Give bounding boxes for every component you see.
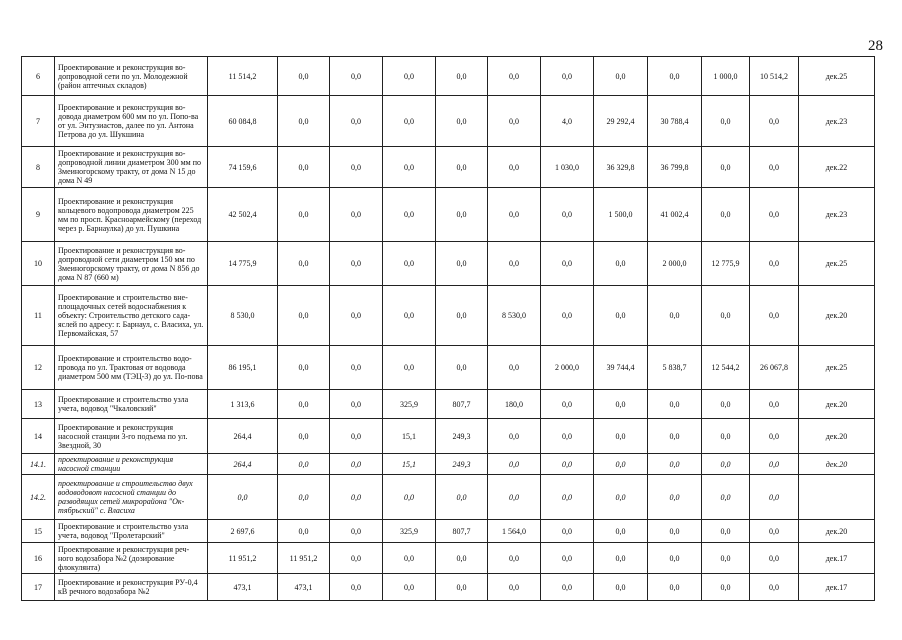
amount-cell: 8 530,0 bbox=[208, 286, 278, 346]
amount-cell: 0,0 bbox=[594, 475, 648, 520]
row-number-cell: 8 bbox=[22, 147, 55, 188]
table-row bbox=[22, 543, 875, 574]
amount-cell: 0,0 bbox=[750, 390, 799, 419]
deadline-cell: дек.25 bbox=[799, 57, 875, 96]
amount-cell: 42 502,4 bbox=[208, 188, 278, 242]
amount-cell: 249,3 bbox=[436, 419, 488, 454]
amount-cell: 0,0 bbox=[702, 543, 750, 574]
amount-cell: 0,0 bbox=[436, 242, 488, 286]
amount-cell: 473,1 bbox=[278, 574, 330, 601]
amount-cell: 0,0 bbox=[541, 242, 594, 286]
amount-cell: 0,0 bbox=[330, 346, 383, 390]
amount-cell: 0,0 bbox=[330, 286, 383, 346]
amount-cell: 0,0 bbox=[383, 475, 436, 520]
amount-cell: 0,0 bbox=[702, 475, 750, 520]
amount-cell: 0,0 bbox=[488, 454, 541, 475]
amount-cell: 0,0 bbox=[278, 390, 330, 419]
amount-cell: 0,0 bbox=[278, 242, 330, 286]
amount-cell: 10 514,2 bbox=[750, 57, 799, 96]
table-row bbox=[22, 574, 875, 601]
amount-cell: 264,4 bbox=[208, 454, 278, 475]
deadline-cell: дек.17 bbox=[799, 574, 875, 601]
amount-cell: 5 838,7 bbox=[648, 346, 702, 390]
amount-cell: 0,0 bbox=[488, 57, 541, 96]
amount-cell: 0,0 bbox=[383, 96, 436, 147]
amount-cell: 0,0 bbox=[750, 520, 799, 543]
row-number-cell: 9 bbox=[22, 188, 55, 242]
amount-cell: 36 799,8 bbox=[648, 147, 702, 188]
amount-cell: 0,0 bbox=[702, 147, 750, 188]
amount-cell: 30 788,4 bbox=[648, 96, 702, 147]
amount-cell: 180,0 bbox=[488, 390, 541, 419]
amount-cell: 0,0 bbox=[436, 475, 488, 520]
deadline-cell: дек.17 bbox=[799, 543, 875, 574]
amount-cell: 0,0 bbox=[648, 574, 702, 601]
amount-cell: 0,0 bbox=[330, 543, 383, 574]
amount-cell: 1 000,0 bbox=[702, 57, 750, 96]
amount-cell: 12 544,2 bbox=[702, 346, 750, 390]
amount-cell: 0,0 bbox=[330, 475, 383, 520]
amount-cell: 0,0 bbox=[330, 96, 383, 147]
project-name-cell: Проектирование и реконструкция насосной станции 3-го подъема по ул. Звездной, 30 bbox=[55, 419, 208, 454]
amount-cell: 0,0 bbox=[436, 188, 488, 242]
row-number-cell: 12 bbox=[22, 346, 55, 390]
amount-cell: 0,0 bbox=[594, 390, 648, 419]
amount-cell: 325,9 bbox=[383, 520, 436, 543]
project-name-cell: Проектирование и строительство водо-провода по ул. Трактовая от водовода диаметром 500 мм (ТЭЦ-3) до ул. По-пова bbox=[55, 346, 208, 390]
amount-cell: 0,0 bbox=[541, 520, 594, 543]
amount-cell: 0,0 bbox=[488, 96, 541, 147]
amount-cell: 0,0 bbox=[278, 419, 330, 454]
amount-cell: 0,0 bbox=[383, 346, 436, 390]
table-row bbox=[22, 96, 875, 147]
table-row bbox=[22, 475, 875, 520]
amount-cell: 2 000,0 bbox=[648, 242, 702, 286]
amount-cell: 0,0 bbox=[594, 520, 648, 543]
amount-cell: 0,0 bbox=[702, 286, 750, 346]
row-number-cell: 13 bbox=[22, 390, 55, 419]
row-number-cell: 14 bbox=[22, 419, 55, 454]
amount-cell: 0,0 bbox=[330, 390, 383, 419]
amount-cell: 0,0 bbox=[702, 454, 750, 475]
amount-cell: 0,0 bbox=[594, 242, 648, 286]
table-row bbox=[22, 57, 875, 96]
table-row bbox=[22, 242, 875, 286]
row-number-cell: 10 bbox=[22, 242, 55, 286]
amount-cell: 0,0 bbox=[541, 475, 594, 520]
table-body bbox=[22, 57, 875, 601]
amount-cell: 41 002,4 bbox=[648, 188, 702, 242]
amount-cell: 0,0 bbox=[488, 188, 541, 242]
table-row bbox=[22, 419, 875, 454]
amount-cell: 15,1 bbox=[383, 454, 436, 475]
amount-cell: 0,0 bbox=[648, 390, 702, 419]
amount-cell: 0,0 bbox=[383, 286, 436, 346]
amount-cell: 0,0 bbox=[750, 574, 799, 601]
amount-cell: 0,0 bbox=[330, 147, 383, 188]
project-name-cell: Проектирование и строительство узла учета, водовод "Чкаловский" bbox=[55, 390, 208, 419]
amount-cell: 0,0 bbox=[488, 242, 541, 286]
amount-cell: 0,0 bbox=[488, 346, 541, 390]
project-name-cell: проектирование и строительство двух водоводовот насосной станции до разводящих сетей микрорайона "Ок-тябрьский" с. Власиха bbox=[55, 475, 208, 520]
amount-cell: 0,0 bbox=[488, 543, 541, 574]
amount-cell: 0,0 bbox=[648, 57, 702, 96]
deadline-cell: дек.25 bbox=[799, 242, 875, 286]
amount-cell: 0,0 bbox=[330, 57, 383, 96]
deadline-cell: дек.20 bbox=[799, 286, 875, 346]
amount-cell: 0,0 bbox=[436, 147, 488, 188]
amount-cell: 0,0 bbox=[278, 454, 330, 475]
amount-cell: 15,1 bbox=[383, 419, 436, 454]
deadline-cell: дек.20 bbox=[799, 454, 875, 475]
amount-cell: 0,0 bbox=[750, 286, 799, 346]
amount-cell: 26 067,8 bbox=[750, 346, 799, 390]
deadline-cell: дек.25 bbox=[799, 346, 875, 390]
amount-cell: 0,0 bbox=[330, 188, 383, 242]
amount-cell: 60 084,8 bbox=[208, 96, 278, 147]
table-row bbox=[22, 454, 875, 475]
amount-cell: 0,0 bbox=[750, 188, 799, 242]
amount-cell: 0,0 bbox=[330, 419, 383, 454]
amount-cell: 0,0 bbox=[278, 188, 330, 242]
amount-cell: 11 951,2 bbox=[208, 543, 278, 574]
amount-cell: 2 000,0 bbox=[541, 346, 594, 390]
amount-cell: 0,0 bbox=[648, 543, 702, 574]
amount-cell: 0,0 bbox=[541, 390, 594, 419]
amount-cell: 86 195,1 bbox=[208, 346, 278, 390]
amount-cell: 0,0 bbox=[648, 520, 702, 543]
project-name-cell: проектирование и реконструкция насосной станции bbox=[55, 454, 208, 475]
amount-cell: 0,0 bbox=[594, 419, 648, 454]
row-number-cell: 15 bbox=[22, 520, 55, 543]
project-name-cell: Проектирование и реконструкция во-допроводной сети диаметром 150 мм по Змеиногорскому тракту, от дома N 856 до дома N 87 (660 м) bbox=[55, 242, 208, 286]
amount-cell: 0,0 bbox=[330, 454, 383, 475]
amount-cell: 0,0 bbox=[383, 543, 436, 574]
project-name-cell: Проектирование и реконструкция РУ-0,4 кВ речного водозабора №2 bbox=[55, 574, 208, 601]
amount-cell: 0,0 bbox=[750, 242, 799, 286]
amount-cell: 0,0 bbox=[278, 96, 330, 147]
amount-cell: 0,0 bbox=[541, 454, 594, 475]
row-number-cell: 6 bbox=[22, 57, 55, 96]
amount-cell: 0,0 bbox=[702, 520, 750, 543]
table-row bbox=[22, 346, 875, 390]
deadline-cell: дек.20 bbox=[799, 390, 875, 419]
amount-cell: 4,0 bbox=[541, 96, 594, 147]
amount-cell: 12 775,9 bbox=[702, 242, 750, 286]
amount-cell: 0,0 bbox=[278, 475, 330, 520]
amount-cell: 0,0 bbox=[488, 419, 541, 454]
project-name-cell: Проектирование и реконструкция реч-ного водозабора №2 (дозирование флокулянта) bbox=[55, 543, 208, 574]
deadline-cell bbox=[799, 475, 875, 520]
amount-cell: 1 313,6 bbox=[208, 390, 278, 419]
table-row bbox=[22, 188, 875, 242]
amount-cell: 0,0 bbox=[594, 543, 648, 574]
row-number-cell: 7 bbox=[22, 96, 55, 147]
amount-cell: 0,0 bbox=[594, 454, 648, 475]
amount-cell: 1 564,0 bbox=[488, 520, 541, 543]
amount-cell: 0,0 bbox=[702, 96, 750, 147]
amount-cell: 264,4 bbox=[208, 419, 278, 454]
amount-cell: 0,0 bbox=[541, 57, 594, 96]
amount-cell: 29 292,4 bbox=[594, 96, 648, 147]
deadline-cell: дек.20 bbox=[799, 419, 875, 454]
table-row bbox=[22, 390, 875, 419]
table-row bbox=[22, 147, 875, 188]
amount-cell: 0,0 bbox=[750, 147, 799, 188]
amount-cell: 0,0 bbox=[278, 286, 330, 346]
table-row bbox=[22, 520, 875, 543]
amount-cell: 0,0 bbox=[330, 242, 383, 286]
amount-cell: 0,0 bbox=[436, 96, 488, 147]
row-number-cell: 14.1. bbox=[22, 454, 55, 475]
amount-cell: 0,0 bbox=[278, 520, 330, 543]
amount-cell: 0,0 bbox=[702, 574, 750, 601]
project-name-cell: Проектирование и реконструкция во-допроводной сети по ул. Молодежной (район аптечных складов) bbox=[55, 57, 208, 96]
amount-cell: 0,0 bbox=[541, 543, 594, 574]
amount-cell: 36 329,8 bbox=[594, 147, 648, 188]
amount-cell: 2 697,6 bbox=[208, 520, 278, 543]
amount-cell: 0,0 bbox=[383, 188, 436, 242]
amount-cell: 0,0 bbox=[278, 147, 330, 188]
amount-cell: 325,9 bbox=[383, 390, 436, 419]
amount-cell: 0,0 bbox=[750, 543, 799, 574]
amount-cell: 0,0 bbox=[436, 574, 488, 601]
amount-cell: 0,0 bbox=[702, 390, 750, 419]
amount-cell: 0,0 bbox=[702, 419, 750, 454]
investment-program-table bbox=[21, 56, 875, 601]
amount-cell: 0,0 bbox=[541, 188, 594, 242]
amount-cell: 0,0 bbox=[750, 454, 799, 475]
amount-cell: 0,0 bbox=[436, 286, 488, 346]
row-number-cell: 16 bbox=[22, 543, 55, 574]
amount-cell: 1 030,0 bbox=[541, 147, 594, 188]
amount-cell: 0,0 bbox=[488, 147, 541, 188]
amount-cell: 0,0 bbox=[383, 147, 436, 188]
amount-cell: 0,0 bbox=[541, 574, 594, 601]
amount-cell: 0,0 bbox=[488, 574, 541, 601]
table-row bbox=[22, 286, 875, 346]
amount-cell: 0,0 bbox=[330, 520, 383, 543]
amount-cell: 0,0 bbox=[750, 419, 799, 454]
amount-cell: 807,7 bbox=[436, 520, 488, 543]
page-number: 28 bbox=[868, 38, 883, 54]
amount-cell: 0,0 bbox=[436, 57, 488, 96]
deadline-cell: дек.22 bbox=[799, 147, 875, 188]
amount-cell: 0,0 bbox=[648, 286, 702, 346]
amount-cell: 0,0 bbox=[750, 96, 799, 147]
project-name-cell: Проектирование и реконструкция во-допроводной линии диаметром 300 мм по Змеиногорскому тракту, от дома N 15 до дома N 49 bbox=[55, 147, 208, 188]
amount-cell: 473,1 bbox=[208, 574, 278, 601]
amount-cell: 0,0 bbox=[594, 57, 648, 96]
deadline-cell: дек.23 bbox=[799, 96, 875, 147]
amount-cell: 11 951,2 bbox=[278, 543, 330, 574]
project-name-cell: Проектирование и реконструкция кольцевого водопровода диаметром 225 мм по просп. Красноармейскому (переход через р. Барнаулка) до ул. Пушкина bbox=[55, 188, 208, 242]
amount-cell: 0,0 bbox=[278, 346, 330, 390]
amount-cell: 0,0 bbox=[648, 475, 702, 520]
amount-cell: 0,0 bbox=[648, 419, 702, 454]
project-name-cell: Проектирование и строительство вне-площадочных сетей водоснабжения к объекту: Строительство детского сада-яслей по адресу: г. Барнаул, с. Власиха, ул. Первомайская, 57 bbox=[55, 286, 208, 346]
amount-cell: 0,0 bbox=[594, 286, 648, 346]
amount-cell: 0,0 bbox=[750, 475, 799, 520]
project-name-cell: Проектирование и реконструкция во-довода диаметром 600 мм по ул. Попо-ва от ул. Энтузиастов, далее по ул. Антона Петрова до ул. Шукшина bbox=[55, 96, 208, 147]
amount-cell: 1 500,0 bbox=[594, 188, 648, 242]
project-name-cell: Проектирование и строительство узла учета, водовод "Пролетарский" bbox=[55, 520, 208, 543]
amount-cell: 0,0 bbox=[594, 574, 648, 601]
amount-cell: 0,0 bbox=[436, 543, 488, 574]
amount-cell: 0,0 bbox=[541, 419, 594, 454]
amount-cell: 0,0 bbox=[488, 475, 541, 520]
amount-cell: 0,0 bbox=[648, 454, 702, 475]
row-number-cell: 14.2. bbox=[22, 475, 55, 520]
amount-cell: 0,0 bbox=[383, 242, 436, 286]
amount-cell: 0,0 bbox=[278, 57, 330, 96]
row-number-cell: 17 bbox=[22, 574, 55, 601]
deadline-cell: дек.23 bbox=[799, 188, 875, 242]
amount-cell: 14 775,9 bbox=[208, 242, 278, 286]
amount-cell: 807,7 bbox=[436, 390, 488, 419]
row-number-cell: 11 bbox=[22, 286, 55, 346]
amount-cell: 0,0 bbox=[702, 188, 750, 242]
amount-cell: 0,0 bbox=[383, 574, 436, 601]
amount-cell: 0,0 bbox=[208, 475, 278, 520]
amount-cell: 8 530,0 bbox=[488, 286, 541, 346]
amount-cell: 0,0 bbox=[383, 57, 436, 96]
amount-cell: 0,0 bbox=[330, 574, 383, 601]
amount-cell: 249,3 bbox=[436, 454, 488, 475]
deadline-cell: дек.20 bbox=[799, 520, 875, 543]
amount-cell: 39 744,4 bbox=[594, 346, 648, 390]
amount-cell: 74 159,6 bbox=[208, 147, 278, 188]
amount-cell: 0,0 bbox=[436, 346, 488, 390]
amount-cell: 11 514,2 bbox=[208, 57, 278, 96]
amount-cell: 0,0 bbox=[541, 286, 594, 346]
